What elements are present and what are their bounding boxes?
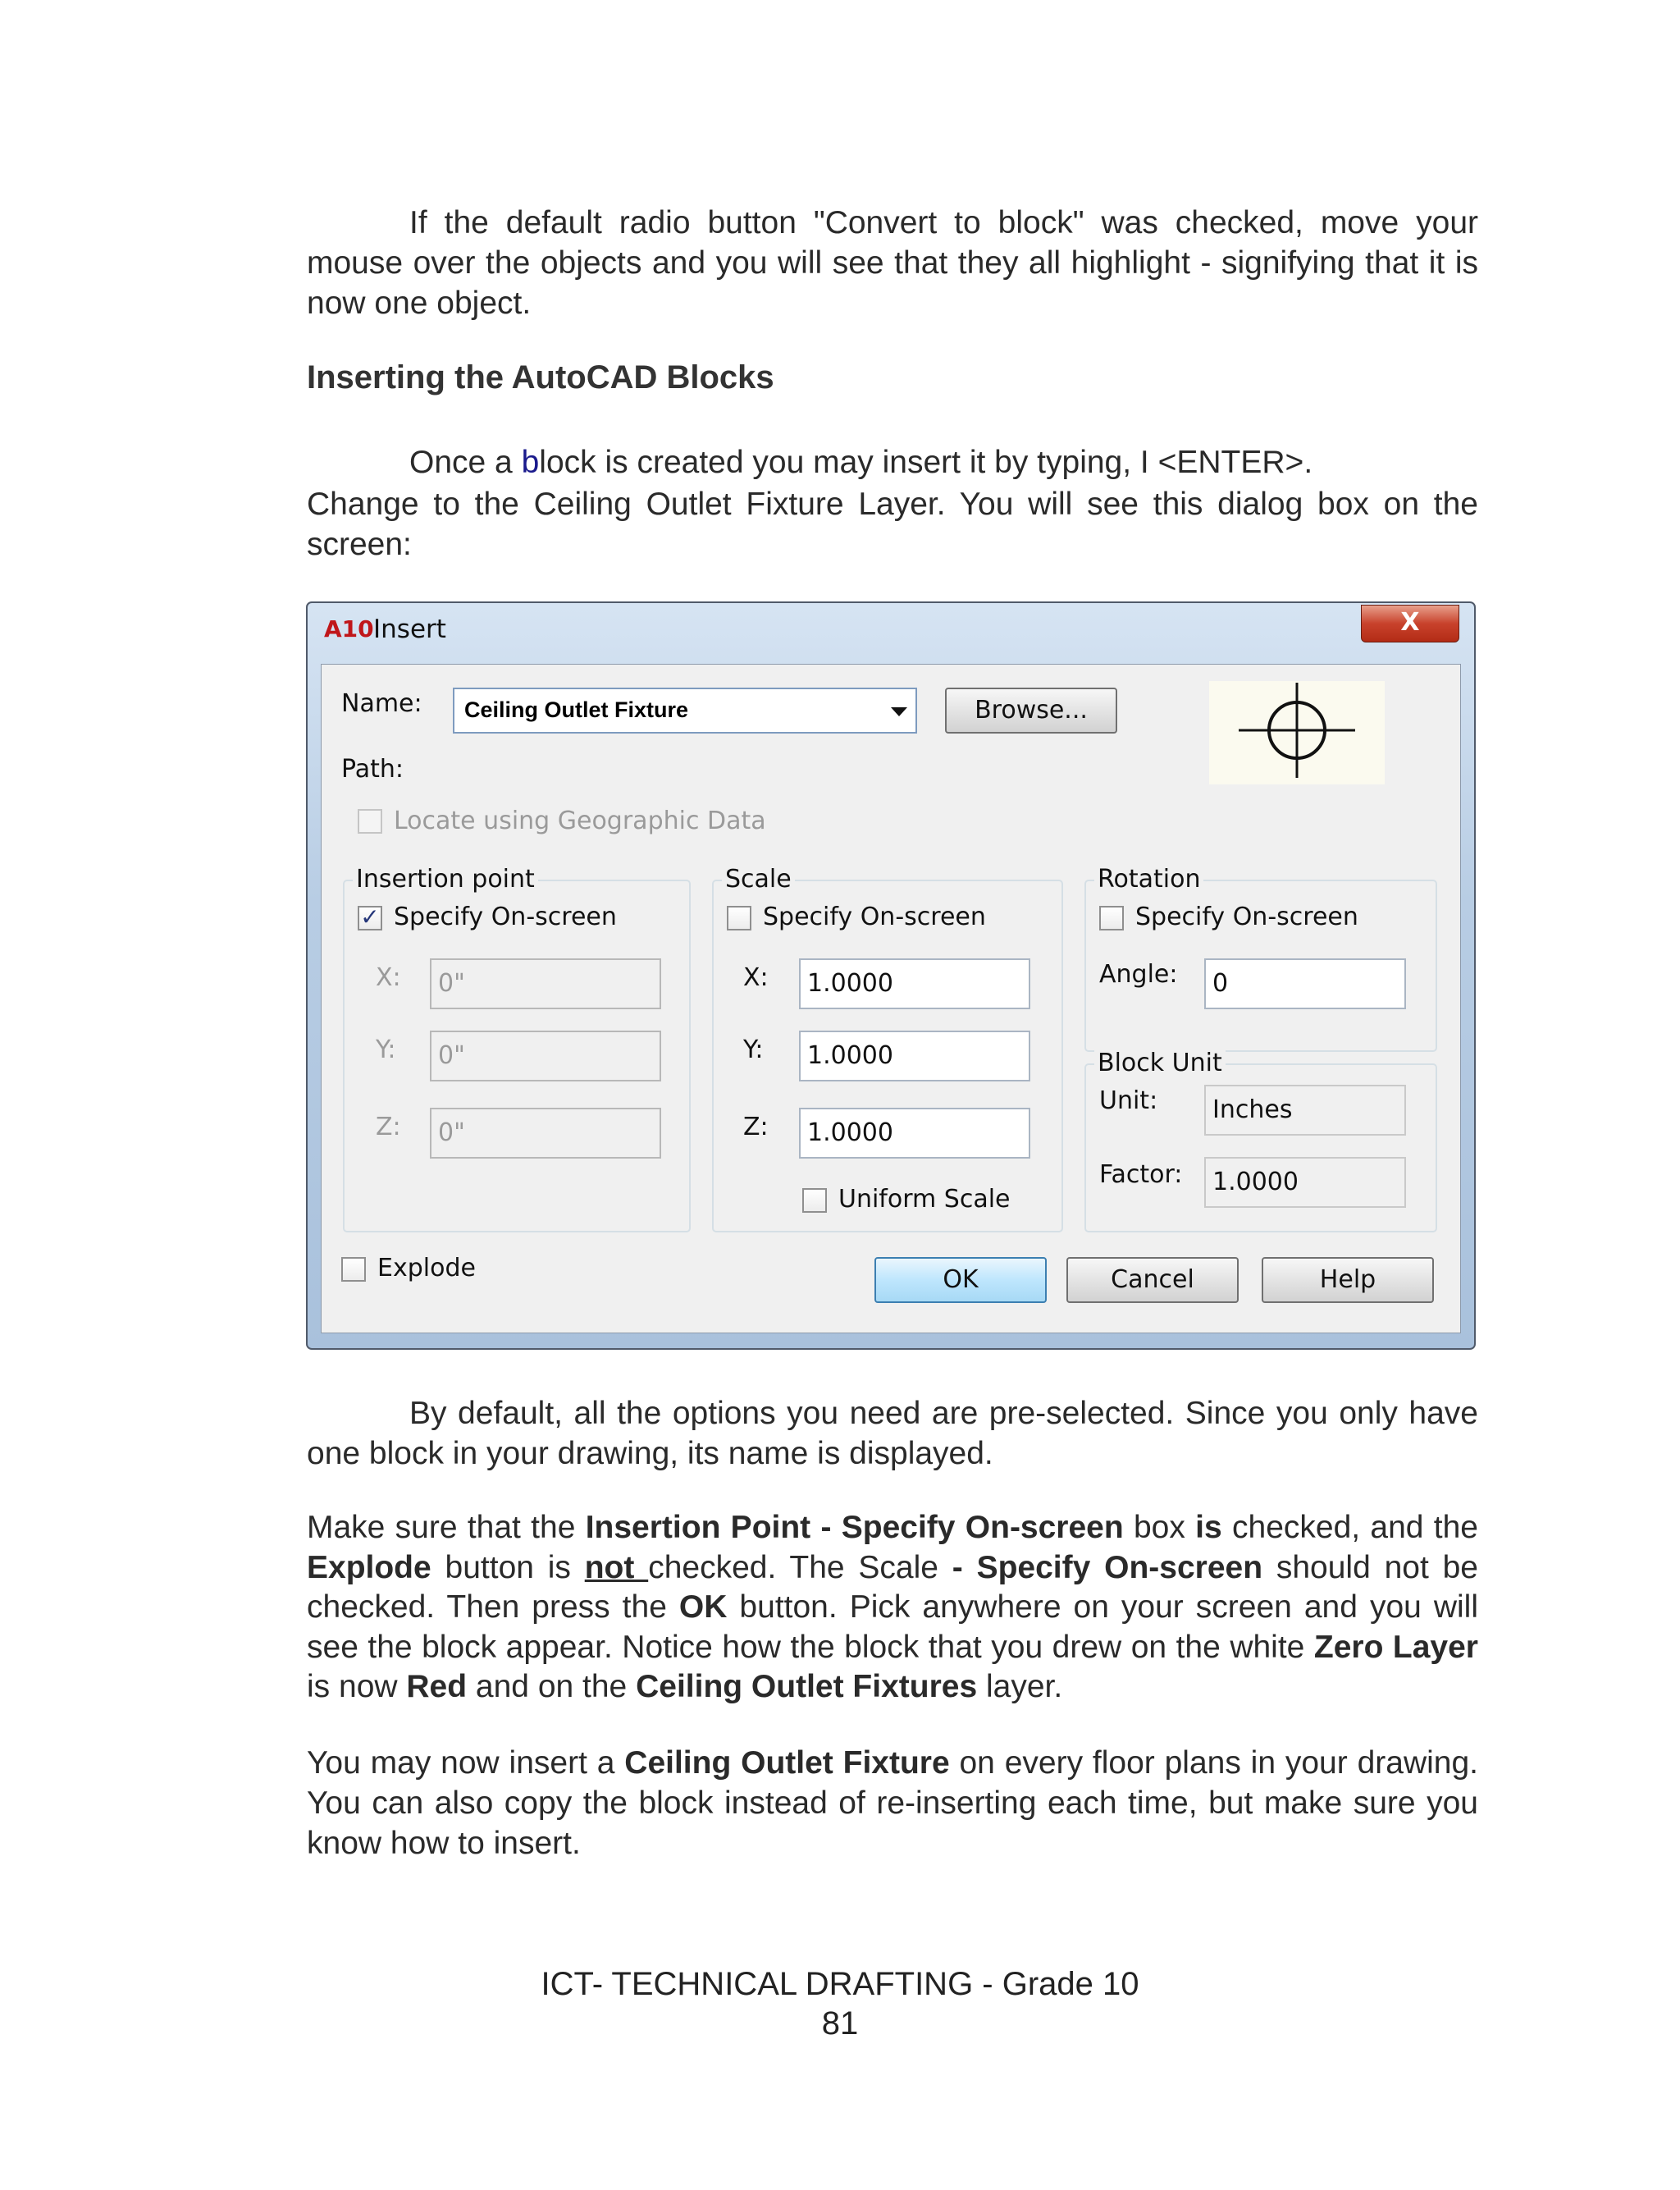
ok-button[interactable]: OK — [874, 1257, 1047, 1303]
scale-title: Scale — [722, 865, 795, 894]
name-label: Name: — [341, 689, 422, 718]
scale-y-label: Y: — [743, 1036, 764, 1064]
autocad-app-icon — [324, 615, 374, 642]
svg-text:A10: A10 — [324, 615, 374, 642]
insertion-specify-label: Specify On-screen — [394, 903, 617, 931]
cancel-button[interactable]: Cancel — [1066, 1257, 1239, 1303]
rotation-specify-checkbox[interactable] — [1099, 906, 1124, 930]
paragraph-default: By default, all the options you need are pre-selected. Since you only have one block in your drawing, its name is displayed. — [307, 1396, 1478, 1471]
paragraph-make-sure: Make sure that the Insertion Point - Specify On-screen box is checked, and the Explode button is not checked. The Scale - Specify On-screen should not be checked. Then press the OK button. Pick anywhere on your screen and you will see the block appear. Notice how the block that you drew on the white Zero Layer is now Red and on the Ceiling Outlet Fixtures layer. — [307, 1510, 1478, 1704]
rotation-title: Rotation — [1094, 865, 1203, 894]
block-unit-title: Block Unit — [1094, 1049, 1226, 1077]
help-button[interactable]: Help — [1262, 1257, 1434, 1303]
path-label: Path: — [341, 755, 404, 784]
explode-label: Explode — [377, 1254, 476, 1282]
scale-x-input[interactable]: 1.0000 — [799, 958, 1030, 1009]
insertion-point-group — [343, 865, 691, 1232]
factor-label: Factor: — [1099, 1160, 1183, 1189]
insertion-y-label: Y: — [376, 1036, 396, 1064]
uniform-scale-label: Uniform Scale — [838, 1185, 1011, 1214]
dialog-client — [321, 664, 1461, 1333]
insertion-x-input[interactable]: 0" — [430, 958, 661, 1009]
geo-checkbox[interactable] — [358, 809, 382, 834]
paragraph-once: Once a block is created you may insert it by typing, I <ENTER>. — [409, 445, 1313, 480]
paragraph-you-may: You may now insert a Ceiling Outlet Fixture on every floor plans in your drawing. You can also copy the block instead of re-inserting each time, but make sure you know how to insert. — [307, 1745, 1478, 1861]
scale-specify-label: Specify On-screen — [763, 903, 986, 931]
unit-label: Unit: — [1099, 1086, 1158, 1115]
browse-button[interactable]: Browse... — [945, 688, 1117, 734]
chevron-down-icon[interactable] — [891, 707, 907, 716]
check-icon: ✓ — [360, 903, 380, 930]
crosshair-circle-icon — [1209, 681, 1385, 784]
name-value: Ceiling Outlet Fixture — [464, 697, 689, 722]
close-icon: X — [1400, 608, 1420, 637]
scale-group — [712, 865, 1063, 1232]
page-number: 81 — [821, 2005, 859, 2041]
name-combobox[interactable] — [453, 688, 917, 734]
paragraph-change-layer: Change to the Ceiling Outlet Fixture Layer. You will see this dialog box on the screen: — [307, 487, 1478, 562]
scale-specify-checkbox[interactable] — [727, 906, 751, 930]
insertion-z-input[interactable]: 0" — [430, 1108, 661, 1159]
insertion-point-title: Insertion point — [353, 865, 538, 894]
angle-input[interactable]: 0 — [1204, 958, 1406, 1009]
block-preview — [1209, 681, 1385, 784]
block-unit-group — [1084, 1049, 1437, 1232]
insertion-x-label: X: — [376, 963, 401, 992]
insertion-z-label: Z: — [376, 1113, 401, 1141]
dialog-titlebar[interactable] — [308, 603, 1474, 652]
unit-value: Inches — [1204, 1085, 1406, 1136]
dialog-title: Insert — [373, 615, 446, 644]
insertion-y-input[interactable]: 0" — [430, 1031, 661, 1081]
insert-dialog — [306, 601, 1476, 1350]
explode-checkbox[interactable] — [341, 1257, 366, 1282]
angle-label: Angle: — [1099, 960, 1178, 989]
uniform-scale-checkbox[interactable] — [802, 1188, 827, 1213]
footer-course: ICT- TECHNICAL DRAFTING - Grade 10 — [541, 1966, 1139, 2002]
geo-label: Locate using Geographic Data — [394, 807, 766, 835]
scale-x-label: X: — [743, 963, 769, 992]
paragraph-intro: If the default radio button "Convert to block" was checked, move your mouse over the objects and you will see that they all highlight - signifying that it is now one object. — [307, 205, 1478, 321]
scale-z-label: Z: — [743, 1113, 769, 1141]
rotation-specify-label: Specify On-screen — [1135, 903, 1358, 931]
section-heading: Inserting the AutoCAD Blocks — [307, 359, 774, 395]
close-button[interactable] — [1361, 605, 1459, 642]
factor-value: 1.0000 — [1204, 1157, 1406, 1208]
insertion-specify-checkbox[interactable] — [358, 903, 382, 930]
rotation-group — [1084, 865, 1437, 1052]
scale-y-input[interactable]: 1.0000 — [799, 1031, 1030, 1081]
scale-z-input[interactable]: 1.0000 — [799, 1108, 1030, 1159]
